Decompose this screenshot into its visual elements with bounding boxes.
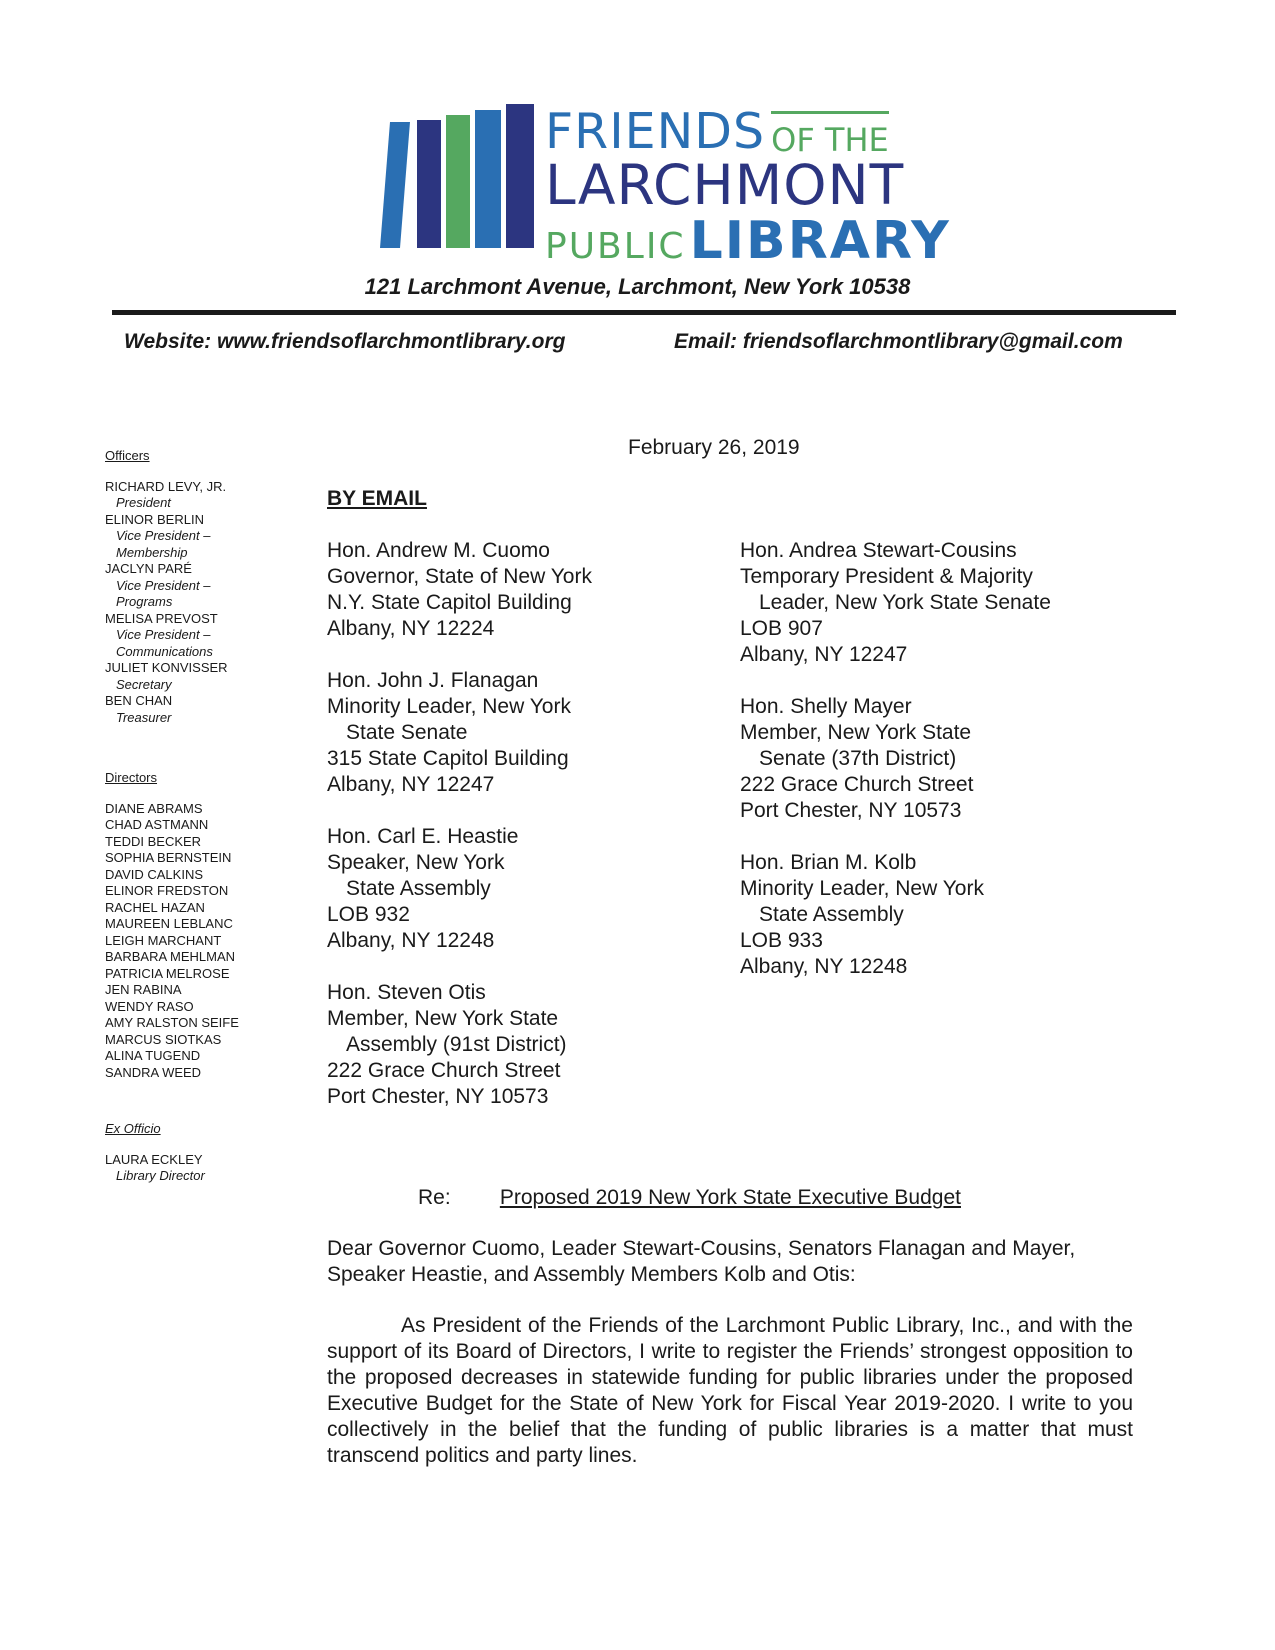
- addressee-line: Albany, NY 12247: [740, 643, 908, 666]
- logo-of-the-text: OF THE: [771, 111, 889, 156]
- addressee-line: Temporary President & Majority: [740, 565, 1033, 588]
- addressee-line: State Senate: [346, 721, 468, 744]
- ex-officio-section: [105, 1121, 295, 1185]
- director-name: SOPHIA BERNSTEIN: [105, 850, 232, 865]
- addressee-line: LOB 907: [740, 617, 823, 640]
- addressee-line: Albany, NY 12248: [740, 955, 908, 978]
- book-spine-4: [475, 110, 501, 248]
- director-name: MARCUS SIOTKAS: [105, 1031, 222, 1047]
- addressee-line: Member, New York State: [327, 1007, 559, 1030]
- officer-role: Vice President –: [116, 577, 211, 593]
- delivery-method: BY EMAIL: [327, 487, 427, 510]
- director-name: RACHEL HAZAN: [105, 899, 205, 915]
- officer-role: President: [116, 495, 171, 510]
- addressee-line: 222 Grace Church Street: [740, 773, 974, 796]
- logo-wordmark: [545, 103, 951, 271]
- organization-logo: [380, 100, 951, 271]
- director-name: MAUREEN LEBLANC: [105, 916, 233, 931]
- subject-line: [418, 1186, 961, 1210]
- subject-text: Proposed 2019 New York State Executive Budget: [499, 1186, 961, 1209]
- addressee-line: State Assembly: [759, 903, 904, 926]
- addressee-line: Albany, NY 12247: [327, 773, 495, 796]
- addressee-line: Senate (37th District): [759, 747, 957, 770]
- addressee-line: LOB 932: [327, 903, 410, 926]
- directors-heading: Directors: [105, 770, 158, 785]
- addressee-block: [327, 824, 687, 954]
- director-name: BARBARA MEHLMAN: [105, 949, 236, 964]
- officer-role: Secretary: [116, 676, 172, 692]
- letterhead-address: 121 Larchmont Avenue, Larchmont, New York 10538: [364, 274, 911, 299]
- addressee-line: Hon. Shelly Mayer: [740, 695, 912, 718]
- addressee-block: [740, 850, 1140, 980]
- directors-section: [105, 770, 295, 1081]
- addressee-line: Port Chester, NY 10573: [740, 799, 962, 822]
- addressee-block: [740, 538, 1140, 668]
- director-name: DAVID CALKINS: [105, 866, 204, 882]
- officer-role: Treasurer: [116, 709, 172, 725]
- directors-list: [105, 801, 295, 1082]
- officer-role: Programs: [116, 594, 173, 609]
- letterhead-email: Email: friendsoflarchmontlibrary@gmail.com: [674, 330, 1123, 353]
- director-name: AMY RALSTON SEIFE: [105, 1015, 239, 1030]
- addressee-line: Leader, New York State Senate: [759, 591, 1051, 614]
- director-name: WENDY RASO: [105, 998, 194, 1014]
- subject-label: Re:: [418, 1186, 451, 1209]
- officers-heading: Officers: [105, 448, 150, 463]
- logo-public-text: PUBLIC: [545, 226, 686, 267]
- addressee-block: [740, 694, 1140, 824]
- director-name: TEDDI BECKER: [105, 833, 202, 849]
- director-name: ELINOR FREDSTON: [105, 883, 229, 898]
- officers-list: [105, 479, 295, 727]
- addressees-right-column: [740, 538, 1140, 1006]
- letterhead-website: Website: www.friendsoflarchmontlibrary.org: [124, 330, 566, 353]
- officer-name: ELINOR BERLIN: [105, 511, 204, 527]
- addressee-line: LOB 933: [740, 929, 823, 952]
- director-name: PATRICIA MELROSE: [105, 965, 230, 981]
- addressees-left-column: [327, 538, 687, 1136]
- addressee-block: [327, 668, 687, 798]
- officer-role: Membership: [116, 544, 188, 560]
- addressee-line: State Assembly: [346, 877, 491, 900]
- book-spine-1: [380, 122, 410, 248]
- addressee-line: N.Y. State Capitol Building: [327, 591, 572, 614]
- addressee-block: [327, 538, 687, 642]
- addressee-line: Speaker, New York: [327, 851, 505, 874]
- director-name: ALINA TUGEND: [105, 1048, 201, 1063]
- addressee-line: Hon. Andrew M. Cuomo: [327, 539, 550, 562]
- addressee-line: 315 State Capitol Building: [327, 747, 569, 770]
- officer-name: JULIET KONVISSER: [105, 660, 228, 675]
- book-spine-3: [446, 115, 470, 248]
- officer-role: Communications: [116, 643, 213, 659]
- logo-friends-text: FRIENDS: [545, 103, 766, 160]
- addressee-line: Hon. Steven Otis: [327, 981, 486, 1004]
- addressee-line: Albany, NY 12224: [327, 617, 495, 640]
- director-name: JEN RABINA: [105, 982, 182, 997]
- addressee-line: Minority Leader, New York: [740, 877, 984, 900]
- book-spine-5: [506, 104, 534, 248]
- logo-library-text: LIBRARY: [689, 211, 951, 271]
- addressee-line: Hon. Carl E. Heastie: [327, 825, 519, 848]
- ex-officio-role: Library Director: [116, 1168, 205, 1183]
- director-name: SANDRA WEED: [105, 1064, 202, 1080]
- salutation: Dear Governor Cuomo, Leader Stewart-Cousins, Senators Flanagan and Mayer, Speaker Heastie, and Assembly Members Kolb and Otis:: [327, 1237, 1076, 1286]
- addressee-line: Port Chester, NY 10573: [327, 1085, 549, 1108]
- officer-name: JACLYN PARÉ: [105, 561, 192, 576]
- director-name: CHAD ASTMANN: [105, 817, 209, 832]
- addressee-line: Hon. John J. Flanagan: [327, 669, 539, 692]
- book-spine-2: [417, 120, 441, 248]
- logo-larchmont-text: LARCHMONT: [545, 153, 905, 217]
- books-icon: [380, 100, 540, 260]
- addressee-line: 222 Grace Church Street: [327, 1059, 561, 1082]
- officer-name: MELISA PREVOST: [105, 610, 218, 626]
- ex-officio-name: LAURA ECKLEY: [105, 1151, 203, 1167]
- addressee-line: Assembly (91st District): [346, 1033, 567, 1056]
- addressee-line: Hon. Brian M. Kolb: [740, 851, 917, 874]
- officers-section: [105, 448, 295, 726]
- addressee-line: Member, New York State: [740, 721, 972, 744]
- addressee-line: Albany, NY 12248: [327, 929, 495, 952]
- letterhead-divider: [112, 310, 1176, 315]
- addressee-line: Governor, State of New York: [327, 565, 592, 588]
- letter-date: February 26, 2019: [628, 436, 800, 459]
- addressee-line: Hon. Andrea Stewart-Cousins: [740, 539, 1017, 562]
- officer-role: Vice President –: [116, 627, 211, 642]
- board-sidebar: [105, 448, 295, 1185]
- director-name: DIANE ABRAMS: [105, 800, 203, 816]
- addressee-block: [327, 980, 687, 1110]
- body-paragraph: As President of the Friends of the Larchmont Public Library, Inc., and with the support of its Board of Directors, I write to register the Friends’ strongest opposition to the proposed decreases in statewide funding for public libraries under the proposed Executive Budget for the State of New York for Fiscal Year 2019-2020. I write to you collectively in the belief that the funding of public libraries is a matter that must transcend politics and party lines.: [327, 1314, 1133, 1467]
- officer-role: Vice President –: [116, 528, 211, 543]
- officer-name: RICHARD LEVY, JR.: [105, 478, 227, 494]
- addressee-line: Minority Leader, New York: [327, 695, 571, 718]
- ex-officio-heading: Ex Officio: [105, 1121, 161, 1136]
- officer-name: BEN CHAN: [105, 693, 173, 708]
- director-name: LEIGH MARCHANT: [105, 932, 222, 948]
